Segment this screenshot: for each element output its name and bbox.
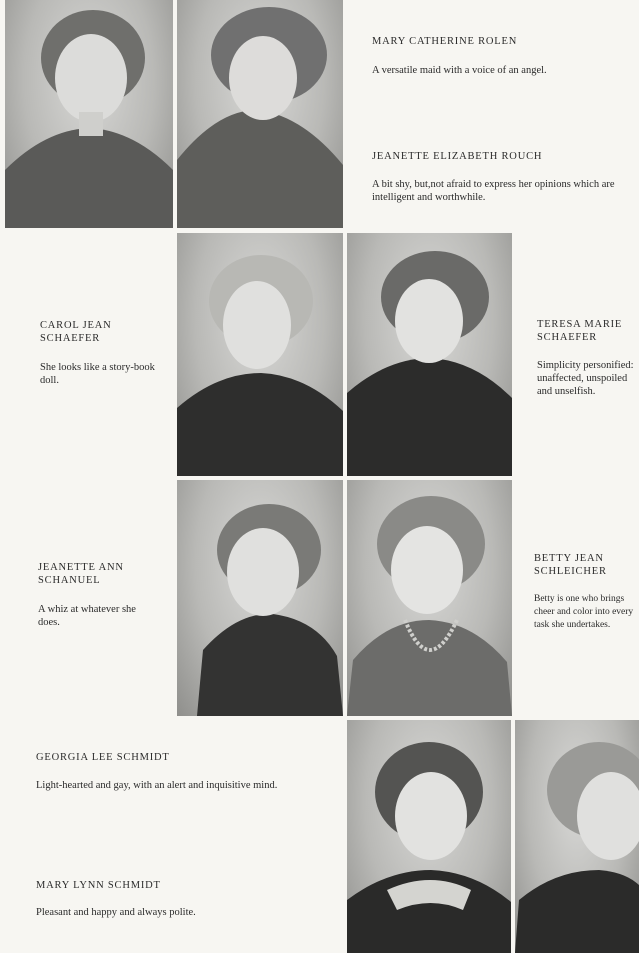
student-name: JEANETTE ANN SCHANUEL — [38, 562, 124, 586]
student-name: CAROL JEAN SCHAEFER — [40, 320, 112, 344]
student-name: TERESA MARIE SCHAEFER — [537, 319, 623, 343]
student-name: GEORGIA LEE SCHMIDT — [36, 752, 170, 763]
student-caption: Pleasant and happy and always polite. — [36, 907, 196, 918]
student-name: MARY CATHERINE ROLEN — [372, 36, 518, 47]
portrait-mary-catherine-rolen — [5, 0, 173, 228]
student-name: MARY LYNN SCHMIDT — [36, 880, 161, 891]
portrait-jeanette-ann-schanuel — [177, 480, 343, 716]
portrait-georgia-lee-schmidt — [347, 720, 511, 953]
student-caption: A whiz at whatever she does. — [38, 604, 136, 628]
portrait-betty-jean-schleicher — [347, 480, 512, 716]
student-caption: A bit shy, but,not afraid to express her opinions which are intelligent and worthwhile. — [372, 179, 615, 203]
student-caption: Betty is one who brings cheer and color into every task she undertakes. — [534, 594, 634, 630]
student-caption: She looks like a story-book doll. — [40, 362, 155, 386]
portrait-jeanette-elizabeth-rouch — [177, 0, 343, 228]
student-caption: A versatile maid with a voice of an angel. — [372, 65, 547, 76]
student-caption: Simplicity personified: unaffected, unspoiled and unselfish. — [537, 360, 634, 397]
portrait-mary-lynn-schmidt — [515, 720, 639, 953]
student-caption: Light-hearted and gay, with an alert and inquisitive mind. — [36, 780, 278, 791]
portrait-carol-jean-schaefer — [177, 233, 343, 476]
student-name: JEANETTE ELIZABETH ROUCH — [372, 151, 543, 162]
student-name: BETTY JEAN SCHLEICHER — [534, 553, 607, 577]
portrait-teresa-marie-schaefer — [347, 233, 512, 476]
